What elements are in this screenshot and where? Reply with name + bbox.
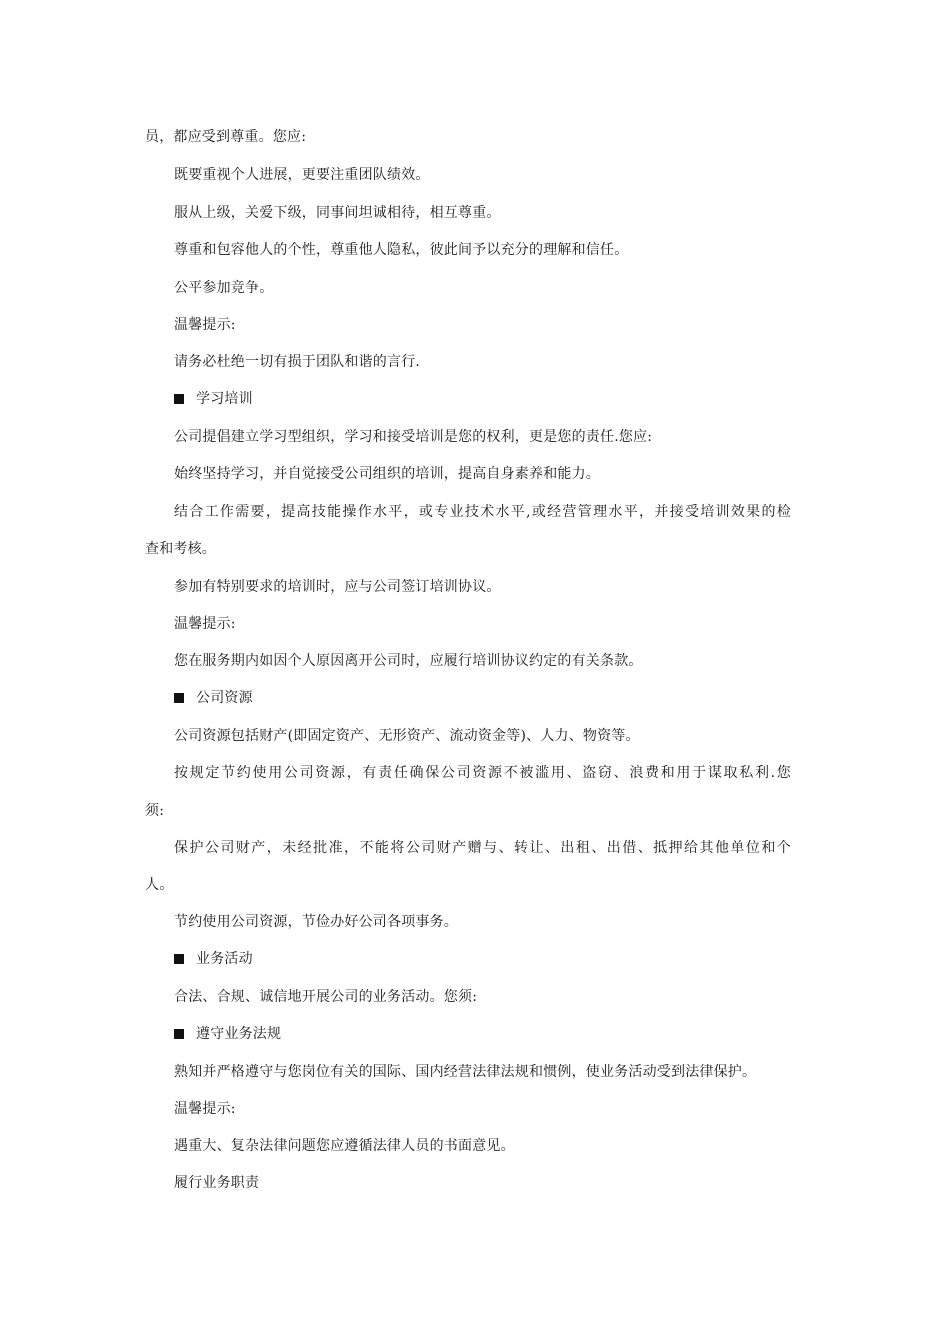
tip-label: 温馨提示: (174, 1101, 236, 1117)
tip-label: 温馨提示: (174, 317, 236, 333)
paragraph-line: 人。 (145, 877, 174, 893)
square-bullet-icon (174, 954, 184, 964)
section-heading-business (174, 950, 774, 968)
paragraph-line: 参加有特别要求的培训时，应与公司签订培训协议。 (174, 579, 501, 595)
paragraph-line: 公平参加竞争。 (174, 280, 274, 296)
section-heading-text: 遵守业务法规 (196, 1026, 282, 1042)
paragraph-line: 始终坚持学习，并自觉接受公司组织的培训，提高自身素养和能力。 (174, 466, 600, 482)
paragraph-line: 保护公司财产，未经批准，不能将公司财产赠与、转让、出租、出借、抵押给其他单位和个 (174, 840, 791, 856)
paragraph-line: 熟知并严格遵守与您岗位有关的国际、国内经营法律法规和惯例，使业务活动受到法律保护。 (174, 1064, 757, 1080)
paragraph-line: 结合工作需要，提高技能操作水平，或专业技术水平,或经营管理水平，并接受培训效果的检 (174, 504, 791, 520)
paragraph-line: 公司提倡建立学习型组织，学习和接受培训是您的权利，更是您的责任.您应: (174, 429, 653, 445)
section-heading-regulations (174, 1025, 774, 1043)
paragraph-line: 查和考核。 (145, 541, 216, 557)
paragraph-line: 员，都应受到尊重。您应: (145, 129, 307, 145)
square-bullet-icon (174, 693, 184, 703)
paragraph-line: 既要重视个人进展，更要注重团队绩效。 (174, 167, 430, 183)
paragraph-line: 按规定节约使用公司资源，有责任确保公司资源不被滥用、盗窃、浪费和用于谋取私利.您 (174, 765, 791, 781)
paragraph-line: 公司资源包括财产(即固定资产、无形资产、流动资金等)、人力、物资等。 (174, 728, 640, 744)
paragraph-line: 尊重和包容他人的个性，尊重他人隐私，彼此间予以充分的理解和信任。 (174, 242, 629, 258)
paragraph-line: 请务必杜绝一切有损于团队和谐的言行. (174, 354, 421, 370)
section-heading-text: 学习培训 (196, 391, 253, 407)
paragraph-line: 须: (145, 803, 165, 819)
paragraph-line: 服从上级，关爱下级，同事间坦诚相待，相互尊重。 (174, 205, 501, 221)
paragraph-line: 履行业务职责 (174, 1175, 260, 1191)
section-heading-resources (174, 689, 774, 707)
square-bullet-icon (174, 394, 184, 404)
section-heading-text: 公司资源 (196, 690, 253, 706)
paragraph-line: 您在服务期内如因个人原因离开公司时，应履行培训协议约定的有关条款。 (174, 653, 643, 669)
paragraph-line: 节约使用公司资源，节俭办好公司各项事务。 (174, 914, 458, 930)
square-bullet-icon (174, 1029, 184, 1039)
tip-label: 温馨提示: (174, 616, 236, 632)
section-heading-training (174, 390, 774, 408)
paragraph-line: 遇重大、复杂法律问题您应遵循法律人员的书面意见。 (174, 1138, 515, 1154)
section-heading-text: 业务活动 (196, 951, 253, 967)
paragraph-line: 合法、合规、诚信地开展公司的业务活动。您须: (174, 989, 478, 1005)
